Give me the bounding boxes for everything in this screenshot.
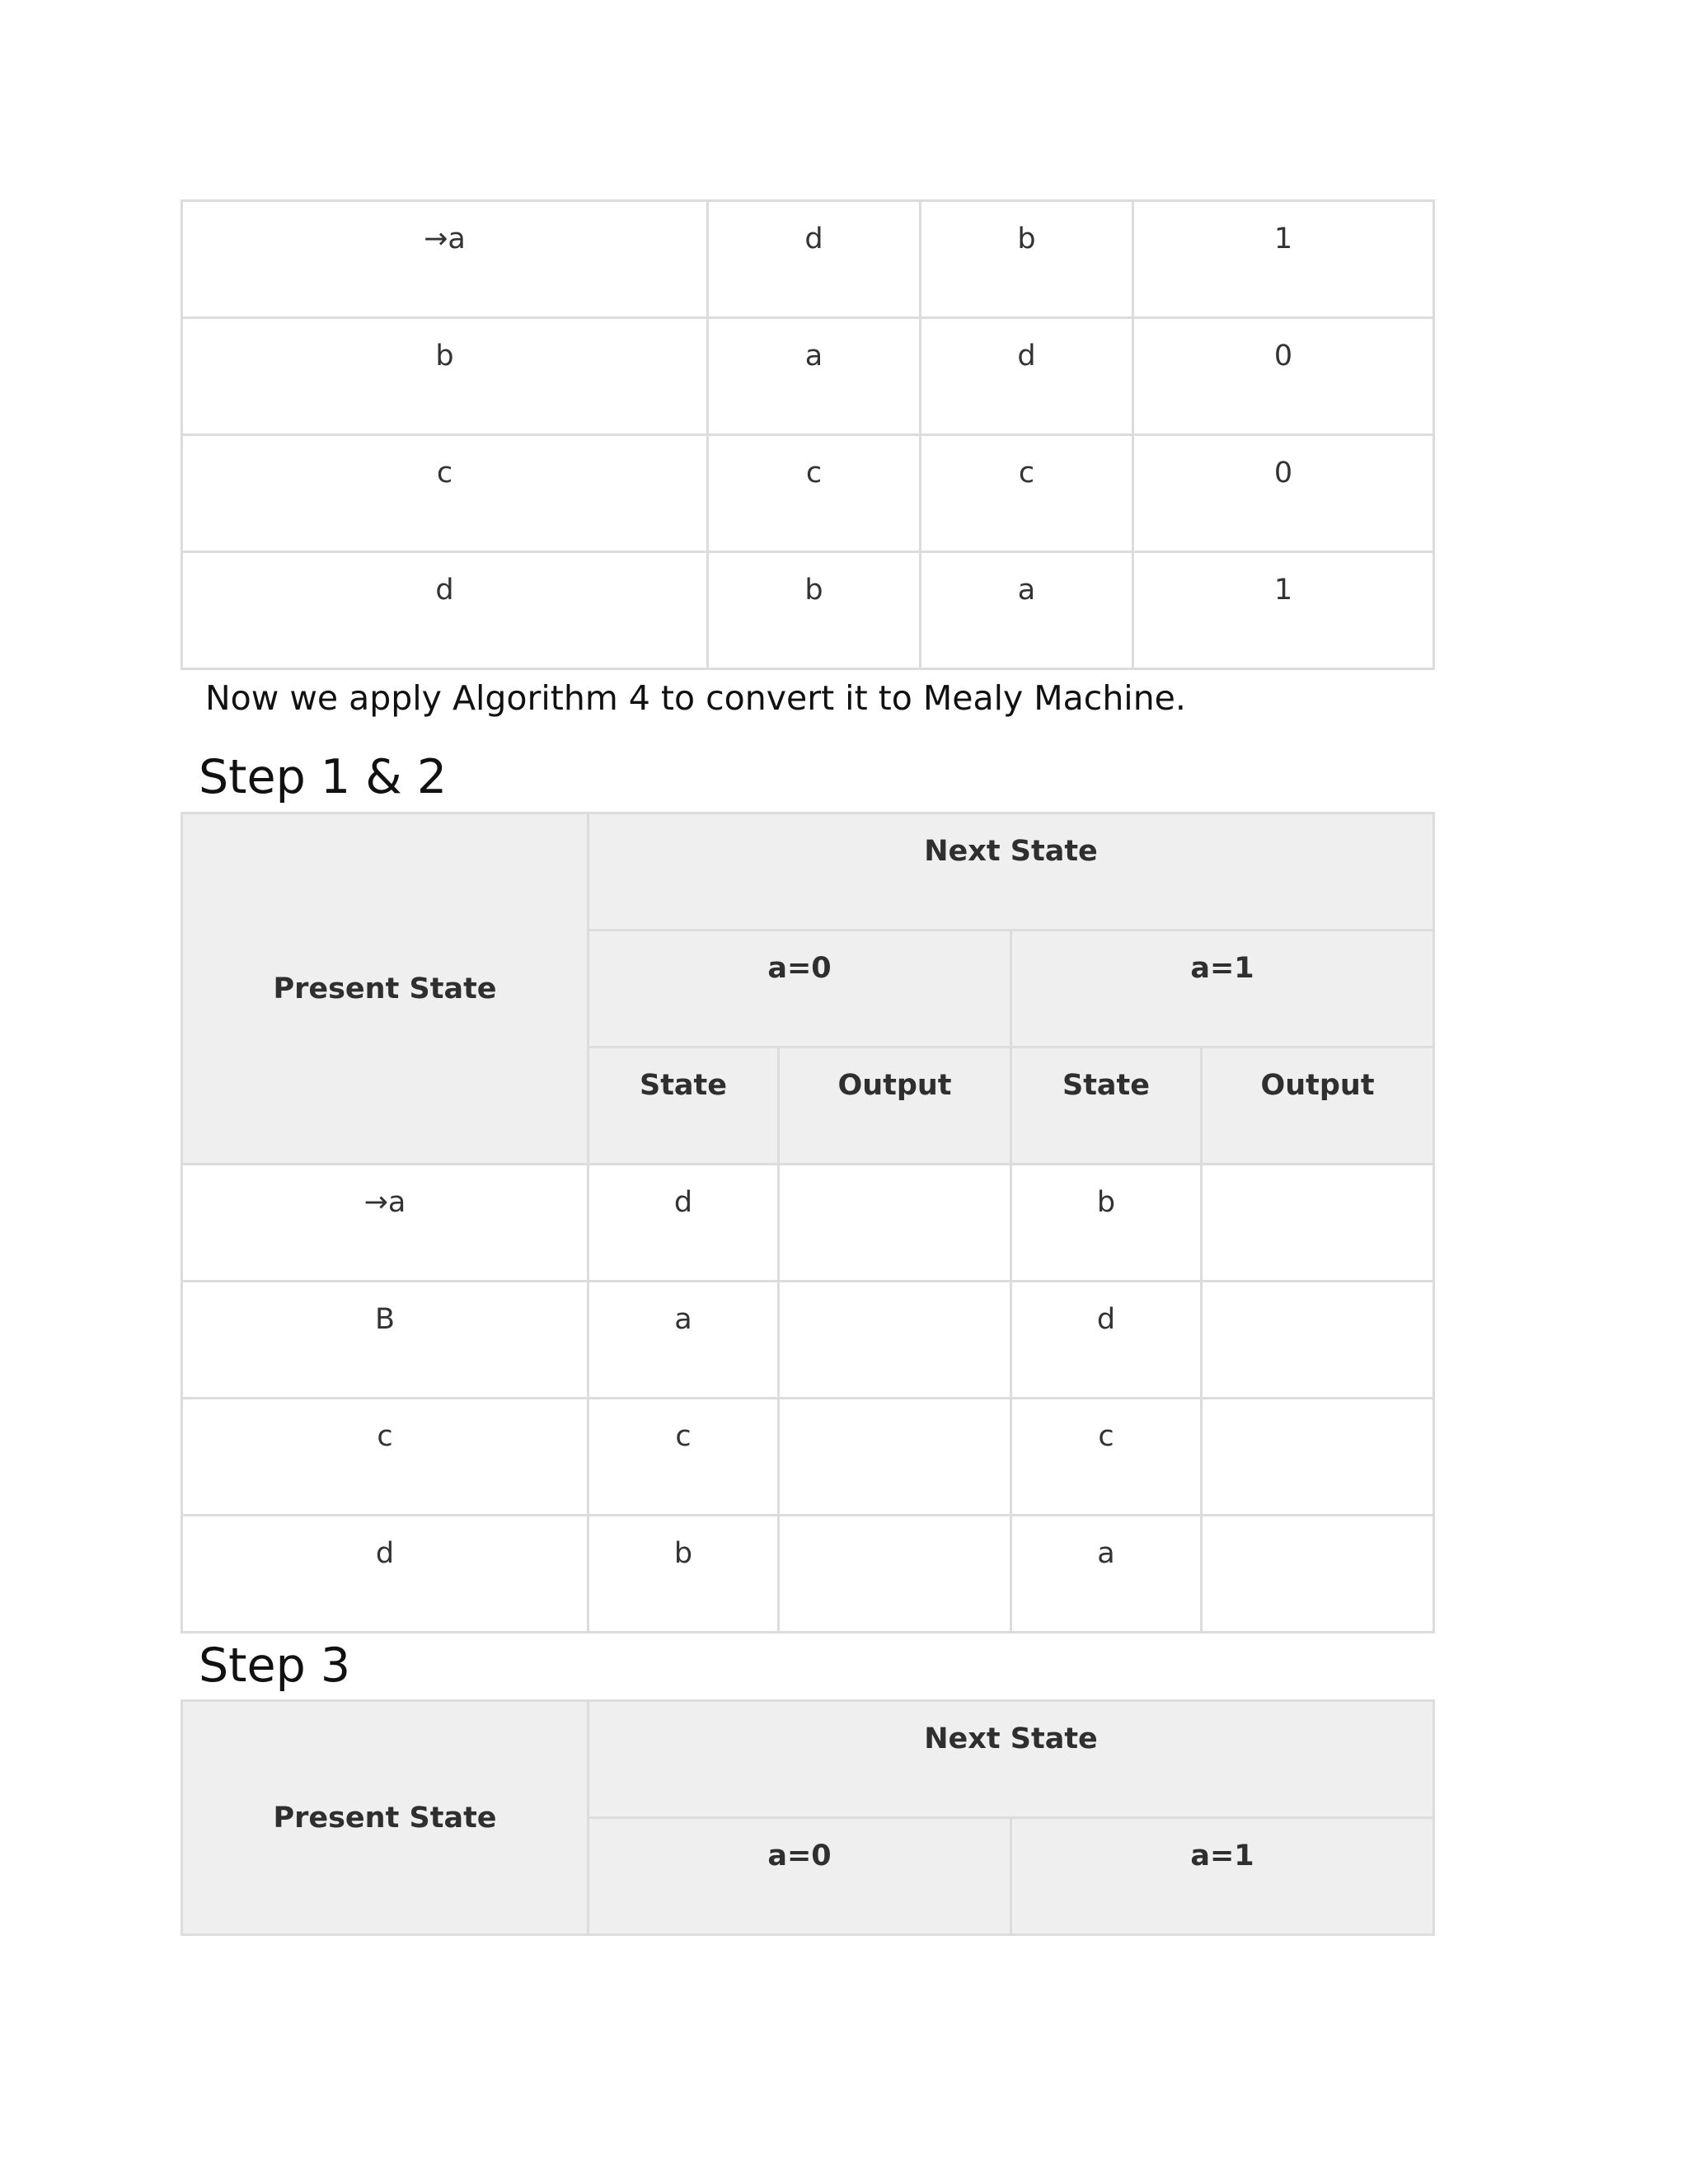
intro-paragraph: Now we apply Algorithm 4 to convert it to Mealy Machine. [205, 678, 1186, 718]
next-state-a1-cell: c [921, 435, 1133, 552]
output-header: Output [1202, 1047, 1434, 1165]
input-a1-header: a=1 [1011, 1818, 1434, 1935]
output-header: Output [779, 1047, 1011, 1165]
present-state-cell: c [182, 1399, 588, 1516]
a0-output-cell [779, 1399, 1011, 1516]
table-row [182, 1282, 1434, 1399]
present-state-cell: c [182, 435, 708, 552]
next-state-a0-cell: d [708, 201, 921, 318]
table-row [182, 318, 1434, 435]
next-state-a0-cell: b [708, 552, 921, 669]
next-state-a0-cell: a [708, 318, 921, 435]
output-cell: 0 [1133, 318, 1434, 435]
next-state-a1-cell: b [921, 201, 1133, 318]
a1-output-cell [1202, 1399, 1434, 1516]
present-state-header: Present State [182, 1701, 588, 1935]
next-state-a1-cell: a [921, 552, 1133, 669]
table-row [182, 1399, 1434, 1516]
input-a1-header: a=1 [1011, 930, 1434, 1047]
header-row [182, 1701, 1434, 1818]
a0-output-cell [779, 1282, 1011, 1399]
next-state-header: Next State [588, 1701, 1434, 1818]
a1-output-cell [1202, 1282, 1434, 1399]
a1-state-cell: c [1011, 1399, 1202, 1516]
output-cell: 0 [1133, 435, 1434, 552]
a0-output-cell [779, 1516, 1011, 1633]
next-state-a0-cell: c [708, 435, 921, 552]
table-row [182, 1516, 1434, 1633]
a0-state-cell: b [588, 1516, 779, 1633]
output-cell: 1 [1133, 201, 1434, 318]
a0-state-cell: d [588, 1165, 779, 1282]
step-1-2-table [181, 812, 1435, 1633]
a0-output-cell [779, 1165, 1011, 1282]
table-row [182, 201, 1434, 318]
table-row [182, 1165, 1434, 1282]
step-3-heading: Step 3 [199, 1638, 351, 1693]
state-header: State [588, 1047, 779, 1165]
present-state-cell: B [182, 1282, 588, 1399]
present-state-header: Present State [182, 813, 588, 1165]
step-3-table [181, 1699, 1435, 1936]
a0-state-cell: c [588, 1399, 779, 1516]
input-a0-header: a=0 [588, 930, 1011, 1047]
present-state-cell: b [182, 318, 708, 435]
table-row [182, 552, 1434, 669]
a1-state-cell: a [1011, 1516, 1202, 1633]
present-state-cell: d [182, 1516, 588, 1633]
next-state-header: Next State [588, 813, 1434, 930]
present-state-cell: →a [182, 201, 708, 318]
header-row [182, 813, 1434, 930]
a1-output-cell [1202, 1165, 1434, 1282]
a1-state-cell: d [1011, 1282, 1202, 1399]
a1-output-cell [1202, 1516, 1434, 1633]
present-state-cell: →a [182, 1165, 588, 1282]
output-cell: 1 [1133, 552, 1434, 669]
present-state-cell: d [182, 552, 708, 669]
state-header: State [1011, 1047, 1202, 1165]
table-row [182, 435, 1434, 552]
step-1-2-heading: Step 1 & 2 [199, 750, 448, 804]
next-state-a1-cell: d [921, 318, 1133, 435]
a1-state-cell: b [1011, 1165, 1202, 1282]
input-a0-header: a=0 [588, 1818, 1011, 1935]
a0-state-cell: a [588, 1282, 779, 1399]
moore-table [181, 199, 1435, 670]
